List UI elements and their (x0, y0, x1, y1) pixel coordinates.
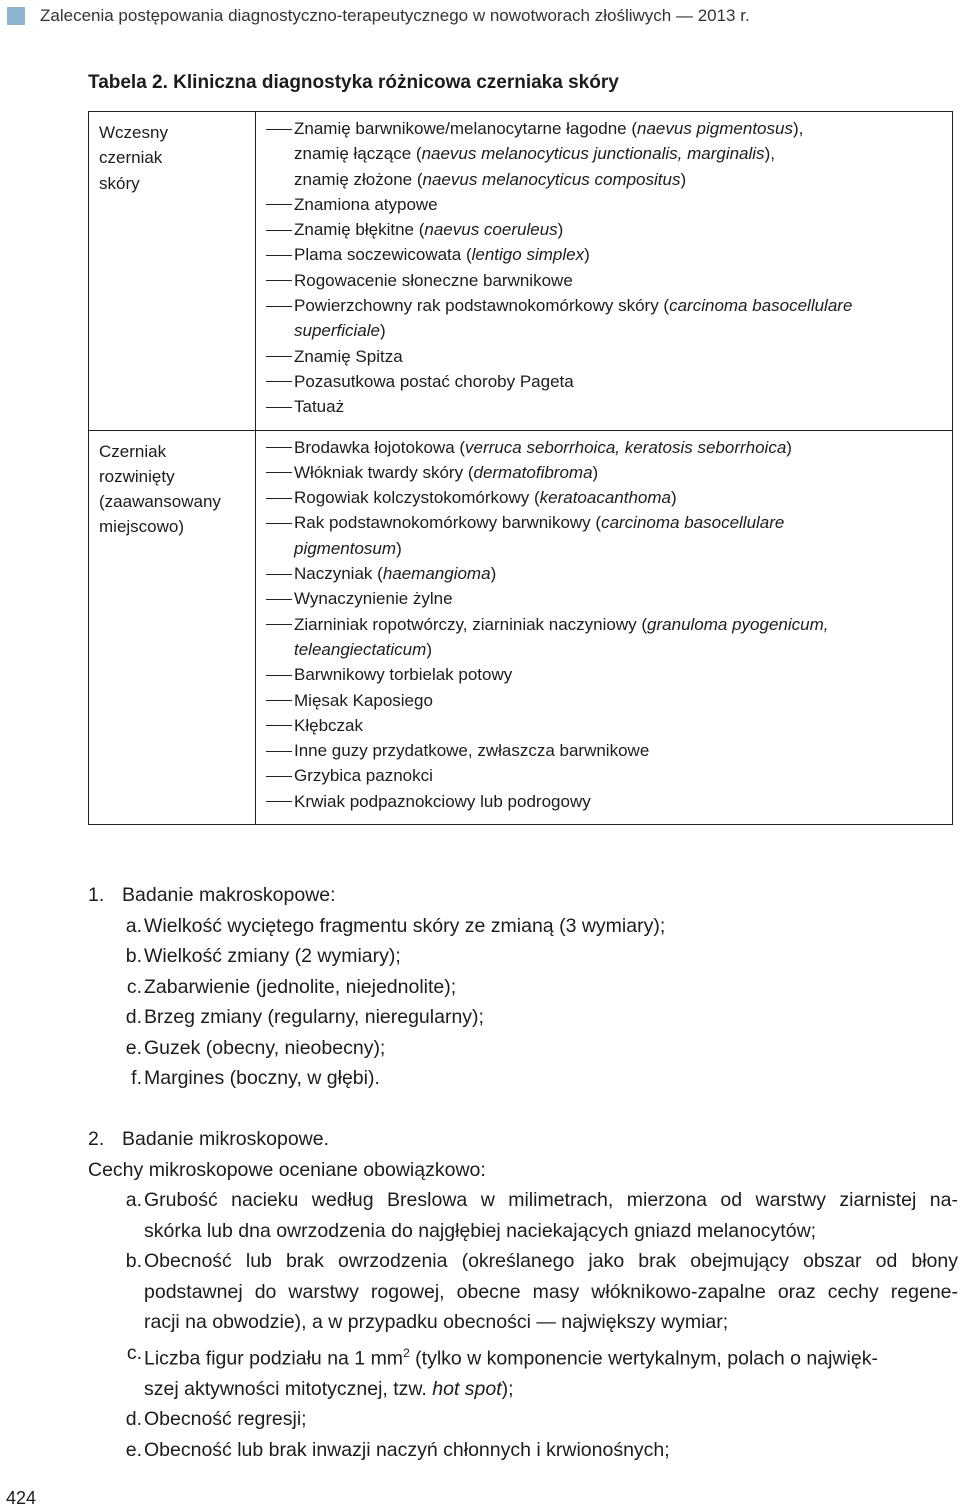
category-label: (zaawansowany (99, 492, 221, 512)
indent (266, 318, 294, 343)
diagnosis-line (266, 612, 946, 637)
dash-marker (266, 523, 292, 536)
microscopic-section (88, 1124, 958, 1465)
latin-term: pigmentosum (294, 538, 397, 558)
diagnosis-text: Wynaczynienie żylne (294, 589, 453, 609)
dash-marker (266, 129, 292, 142)
diagnosis-text: Brodawka łojotokowa ( (294, 437, 466, 457)
diagnosis-line (266, 141, 946, 166)
diagnosis-text: ) (396, 538, 402, 558)
latin-term: haemangioma (382, 564, 491, 584)
macroscopic-section (88, 880, 665, 1094)
diagnosis-line (266, 369, 946, 394)
list-item: e. Obecność lub brak inwazji naczyń chłonnych i krwionośnych; (125, 1438, 670, 1461)
header-square-marker (7, 7, 25, 25)
latin-term: keratoacanthoma (539, 488, 672, 508)
diagnosis-line (266, 293, 946, 318)
item-text: Zabarwienie (jednolite, niejednolite); (144, 975, 457, 998)
diagnosis-line (266, 167, 946, 192)
category-label: skóry (99, 173, 140, 193)
diagnosis-text: Inne guzy przydatkowe, zwłaszcza barwnikowe (294, 741, 650, 761)
diagnosis-text: znamię łączące ( (294, 144, 422, 164)
diagnosis-text: ) (680, 169, 687, 189)
category-label: miejscowo) (99, 517, 185, 537)
latin-term: lentigo simplex (471, 245, 585, 265)
diagnosis-line (266, 738, 946, 763)
indent (266, 637, 294, 662)
diagnosis-line (266, 485, 946, 510)
diagnosis-text: ) (490, 564, 497, 584)
diagnosis-line (266, 536, 946, 561)
diagnosis-text: ) (557, 220, 564, 240)
dash-marker (266, 280, 292, 293)
list-item (88, 1033, 665, 1064)
dash-marker (266, 599, 292, 612)
page-number: 424 (6, 1488, 37, 1508)
dash-marker (266, 407, 292, 420)
dash-marker (266, 801, 292, 814)
dash-marker (266, 700, 292, 713)
diagnosis-text: Plama soczewicowata ( (294, 245, 472, 265)
section-intro: Cechy mikroskopowe oceniane obowiązkowo: (88, 1158, 486, 1181)
diagnosis-text: Znamię błękitne ( (294, 220, 425, 240)
dash-marker (266, 204, 292, 217)
diagnosis-line (266, 662, 946, 687)
differential-diagnosis-table (88, 111, 953, 825)
diagnosis-text: ), (792, 119, 804, 138)
dash-marker (266, 498, 292, 511)
item-label: f. (131, 1067, 142, 1089)
dash-marker (266, 255, 292, 268)
diagnosis-line (266, 116, 946, 141)
item-label: d. (125, 1006, 142, 1028)
list-item: b. Obecność lub brak owrzodzenia (określanego jako brak obejmujący obszar od błony podstawnej do warstwy rogowej, obecne masy włóknikowo-zapalne oraz cechy regene- racji na obwodzie), a w przypadku obecności — największy wymiar; (125, 1250, 958, 1333)
category-label: czerniak (99, 148, 163, 168)
diagnosis-line (266, 242, 946, 267)
diagnosis-line (266, 460, 946, 485)
diagnosis-text: Powierzchowny rak podstawnokomórkowy skóry ( (294, 296, 670, 316)
item-label: a. (125, 914, 142, 937)
diagnosis-line (266, 318, 946, 343)
category-label: rozwinięty (99, 466, 175, 486)
diagnosis-line (266, 713, 946, 738)
list-item (88, 1063, 665, 1094)
diagnosis-text: Kłębczak (294, 715, 363, 735)
item-text: Guzek (obecny, nieobecny); (144, 1036, 386, 1059)
diagnosis-text: Naczyniak ( (294, 564, 383, 584)
diagnosis-line (266, 268, 946, 293)
diagnosis-text: Rak podstawnokomórkowy barwnikowy ( (294, 513, 602, 533)
diagnosis-line (266, 344, 946, 369)
dash-marker (266, 447, 292, 460)
diagnosis-text: Znamiona atypowe (294, 194, 438, 214)
diagnosis-text: ) (380, 321, 386, 341)
running-header (7, 4, 750, 28)
item-text: Brzeg zmiany (regularny, nieregularny); (144, 1006, 484, 1028)
dash-marker (266, 230, 292, 243)
diagnosis-text: Rogowacenie słoneczne barwnikowe (294, 270, 573, 290)
latin-term: granuloma pyogenicum, (647, 614, 829, 634)
diagnosis-text: znamię złożone ( (294, 169, 423, 189)
category-label: Wczesny (99, 123, 168, 142)
diagnosis-text: Znamię Spitza (294, 346, 403, 366)
list-item: c. Liczba figur podziału na 1 $mm^2$ (tylko w komponencie wertykalnym, polach o najwięk- szej aktywności mitotycznej, tzw. hot spot); (126, 1341, 878, 1400)
latin-term: naevus pigmentosus (637, 119, 793, 138)
latin-term: naevus melanocyticus compositus (422, 169, 681, 189)
diagnosis-text: Włókniak twardy skóry ( (294, 462, 474, 482)
diagnosis-text: Rogowiak kolczystokomórkowy ( (294, 488, 540, 508)
diagnosis-text: ) (592, 462, 599, 482)
diagnosis-line (266, 637, 946, 662)
diagnosis-line (266, 510, 946, 535)
diagnosis-list-cell (256, 430, 953, 824)
diagnosis-list-cell (256, 112, 953, 431)
latin-term: carcinoma basocellulare (669, 296, 853, 316)
header-text: Zalecenia postępowania diagnostyczno-terapeutycznego w nowotworach złośliwych — 2013 r. (40, 6, 750, 25)
dash-marker (266, 306, 292, 319)
diagnosis-line (266, 688, 946, 713)
diagnosis-line (266, 192, 946, 217)
diagnosis-text: Grzybica paznokci (294, 766, 433, 786)
dash-marker (266, 675, 292, 688)
diagnosis-line (266, 789, 946, 814)
diagnosis-text: Ziarniniak ropotwórczy, ziarniniak naczyniowy ( (294, 614, 648, 634)
dash-marker (266, 381, 292, 394)
item-text: Margines (boczny, w głębi). (144, 1067, 380, 1089)
dash-marker (266, 751, 292, 764)
diagnosis-text: Krwiak podpaznokciowy lub podrogowy (294, 791, 591, 811)
section-heading: 2. Badanie mikroskopowe. (88, 1128, 330, 1150)
latin-term: naevus melanocyticus junctionalis, marginalis (421, 144, 765, 164)
latin-term: naevus coeruleus (424, 220, 558, 240)
diagnosis-line (266, 586, 946, 611)
diagnosis-text: ) (426, 639, 432, 659)
category-label: Czerniak (99, 441, 167, 461)
table-row (89, 112, 953, 431)
diagnosis-text: Znamię barwnikowe/melanocytarne łagodne ( (294, 119, 638, 138)
category-cell (89, 112, 256, 431)
diagnosis-text: Tatuaż (294, 397, 345, 417)
diagnosis-text: Barwnikowy torbielak potowy (294, 665, 513, 685)
item-label: b. (125, 945, 142, 967)
diagnosis-line (266, 763, 946, 788)
diagnosis-text: ) (584, 245, 590, 265)
indent (266, 167, 294, 192)
list-item (88, 972, 665, 1003)
latin-term: dermatofibroma (473, 462, 593, 482)
list-item: a. Grubość nacieku według Breslowa w milimetrach, mierzona od warstwy ziarnistej na- skórka lub dna owrzodzenia do najgłębiej naciekających gniazd melanocytów; (125, 1189, 958, 1242)
list-item (88, 1002, 665, 1033)
dash-marker (266, 725, 292, 738)
dash-marker (266, 624, 292, 637)
list-item: d. Obecność regresji; (125, 1408, 307, 1430)
indent (266, 141, 294, 166)
diagnosis-line (266, 217, 946, 242)
diagnosis-line (266, 435, 946, 460)
item-label: c. (126, 975, 142, 998)
list-item (88, 941, 665, 972)
category-cell (89, 430, 256, 824)
dash-marker (266, 776, 292, 789)
diagnosis-line (266, 561, 946, 586)
latin-term: teleangiectaticum (294, 639, 427, 659)
list-item (88, 911, 665, 942)
diagnosis-text: ) (671, 488, 677, 508)
dash-marker (266, 574, 292, 587)
table-title: Tabela 2. Kliniczna diagnostyka różnicowa czerniaka skóry (88, 72, 619, 93)
diagnosis-line (266, 394, 946, 419)
section-heading: 1. Badanie makroskopowe: (88, 884, 336, 906)
latin-term: carcinoma basocellulare (601, 513, 785, 533)
diagnosis-text: Pozasutkowa postać choroby Pageta (294, 371, 574, 391)
item-text: Wielkość zmiany (2 wymiary); (144, 945, 401, 967)
item-label: e. (125, 1036, 142, 1059)
indent (266, 536, 294, 561)
latin-term: superficiale (294, 321, 380, 341)
item-text: Wielkość wyciętego fragmentu skóry ze zmianą (3 wymiary); (144, 914, 666, 937)
diagnosis-text: ) (786, 437, 792, 457)
dash-marker (266, 472, 292, 485)
latin-term: verruca seborrhoica, keratosis seborrhoica (465, 437, 787, 457)
table-row (89, 430, 953, 824)
dash-marker (266, 356, 292, 369)
diagnosis-text: Mięsak Kaposiego (294, 690, 433, 710)
diagnosis-text: ), (764, 144, 775, 164)
